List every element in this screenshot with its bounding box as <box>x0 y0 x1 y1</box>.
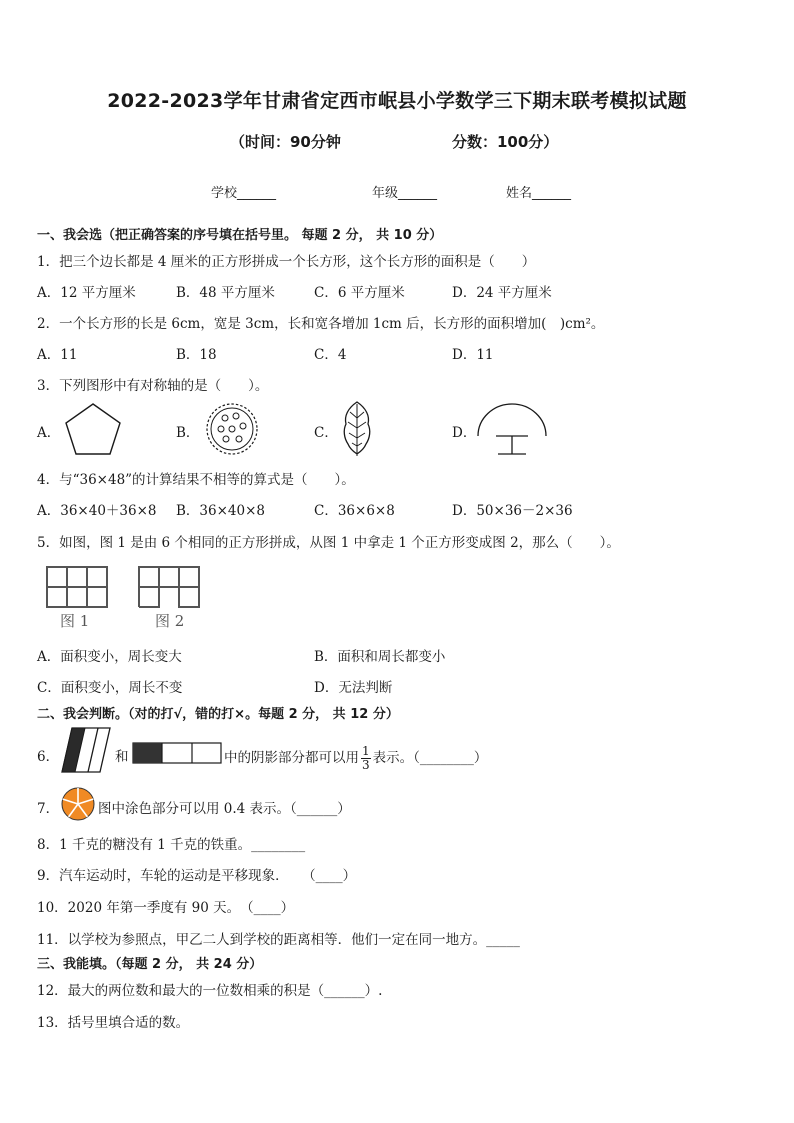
q4-option-b: B．36×40×8 <box>176 503 265 519</box>
figure-2-grid <box>138 566 200 608</box>
section1-heading: 一、我会选（把正确答案的序号填在括号里。 每题 2 分， 共 10 分） <box>37 228 443 243</box>
q3-option-d: D． <box>452 425 477 441</box>
q6-tail: 表示。（________） <box>372 750 488 766</box>
question-12: 12．最大的两位数和最大的一位数相乘的积是（______）. <box>37 983 383 999</box>
q2-option-c: C．4 <box>314 347 347 363</box>
q5-option-a: A．面积变小，周长变大 <box>37 649 182 665</box>
question-8: 8．1 千克的糖没有 1 千克的铁重。________ <box>37 837 306 853</box>
umbrella-figure <box>476 402 548 456</box>
q1-option-d: D．24 平方厘米 <box>452 285 552 301</box>
cookie-figure <box>203 402 261 456</box>
q5-option-c: C．面积变小，周长不变 <box>37 680 183 696</box>
name-field: 姓名______ <box>506 186 572 201</box>
pie-figure <box>60 786 96 822</box>
q2-option-a: A．11 <box>37 347 78 363</box>
exam-score: 分数：100分） <box>452 133 559 151</box>
q2-option-b: B．18 <box>176 347 217 363</box>
fraction-denominator: 3 <box>362 758 370 772</box>
q5-option-d: D．无法判断 <box>314 680 393 696</box>
q4-option-a: A．36×40＋36×8 <box>37 503 157 519</box>
one-third-fraction <box>361 745 371 772</box>
pentagon-figure <box>64 402 122 456</box>
question-1: 1．把三个边长都是 4 厘米的正方形拼成一个长方形，这个长方形的面积是（ ） <box>37 254 536 270</box>
q7-number: 7． <box>37 801 60 817</box>
figure-2-label: 图 2 <box>155 612 185 630</box>
q6-and: 和 <box>115 749 129 765</box>
q1-option-a: A．12 平方厘米 <box>37 285 136 301</box>
exam-time: （时间：90分钟 <box>230 133 341 151</box>
question-9: 9．汽车运动时，车轮的运动是平移现象． （____） <box>37 868 357 884</box>
question-4: 4．与“36×48”的计算结果不相等的算式是（ ）。 <box>37 472 355 488</box>
figure-1-grid <box>46 566 108 608</box>
leaf-figure <box>340 400 374 458</box>
question-5: 5．如图，图 1 是由 6 个相同的正方形拼成，从图 1 中拿走 1 个正方形变成图 2，那么（ ）。 <box>37 535 620 551</box>
q4-option-d: D．50×36－2×36 <box>452 503 573 519</box>
q3-option-b: B． <box>176 425 200 441</box>
fraction-numerator: 1 <box>362 744 370 758</box>
question-10: 10．2020 年第一季度有 90 天。 （____） <box>37 900 295 916</box>
page-title: 2022-2023学年甘肃省定西市岷县小学数学三下期末联考模拟试题 <box>107 90 687 112</box>
figure-1-label: 图 1 <box>60 612 90 630</box>
question-2: 2．一个长方形的长是 6cm，宽是 3cm，长和宽各增加 1cm 后，长方形的面积增加( )cm²。 <box>37 316 605 332</box>
question-13: 13．括号里填合适的数。 <box>37 1015 190 1031</box>
q6-text: 中的阴影部分都可以用 <box>224 750 359 766</box>
q3-option-c: C． <box>314 425 338 441</box>
section3-heading: 三、我能填。（每题 2 分， 共 24 分） <box>37 957 263 972</box>
q5-option-b: B．面积和周长都变小 <box>314 649 446 665</box>
grade-field: 年级______ <box>372 186 438 201</box>
q3-option-a: A． <box>37 425 61 441</box>
q4-option-c: C．36×6×8 <box>314 503 395 519</box>
q1-option-b: B．48 平方厘米 <box>176 285 275 301</box>
bar-figure <box>132 742 222 764</box>
question-6 <box>224 745 487 772</box>
section2-heading: 二、我会判断。（对的打√，错的打×。每题 2 分， 共 12 分） <box>37 707 399 722</box>
question-3: 3．下列图形中有对称轴的是（ ）。 <box>37 378 269 394</box>
q6-number: 6． <box>37 749 60 765</box>
question-11: 11．以学校为参照点，甲乙二人到学校的距离相等．他们一定在同一地方。_____ <box>37 932 520 948</box>
question-7: 图中涂色部分可以用 0.4 表示。（______） <box>98 801 351 817</box>
school-field: 学校______ <box>211 186 277 201</box>
parallelogram-figure <box>60 727 112 773</box>
q2-option-d: D．11 <box>452 347 494 363</box>
q1-option-c: C．6 平方厘米 <box>314 285 405 301</box>
